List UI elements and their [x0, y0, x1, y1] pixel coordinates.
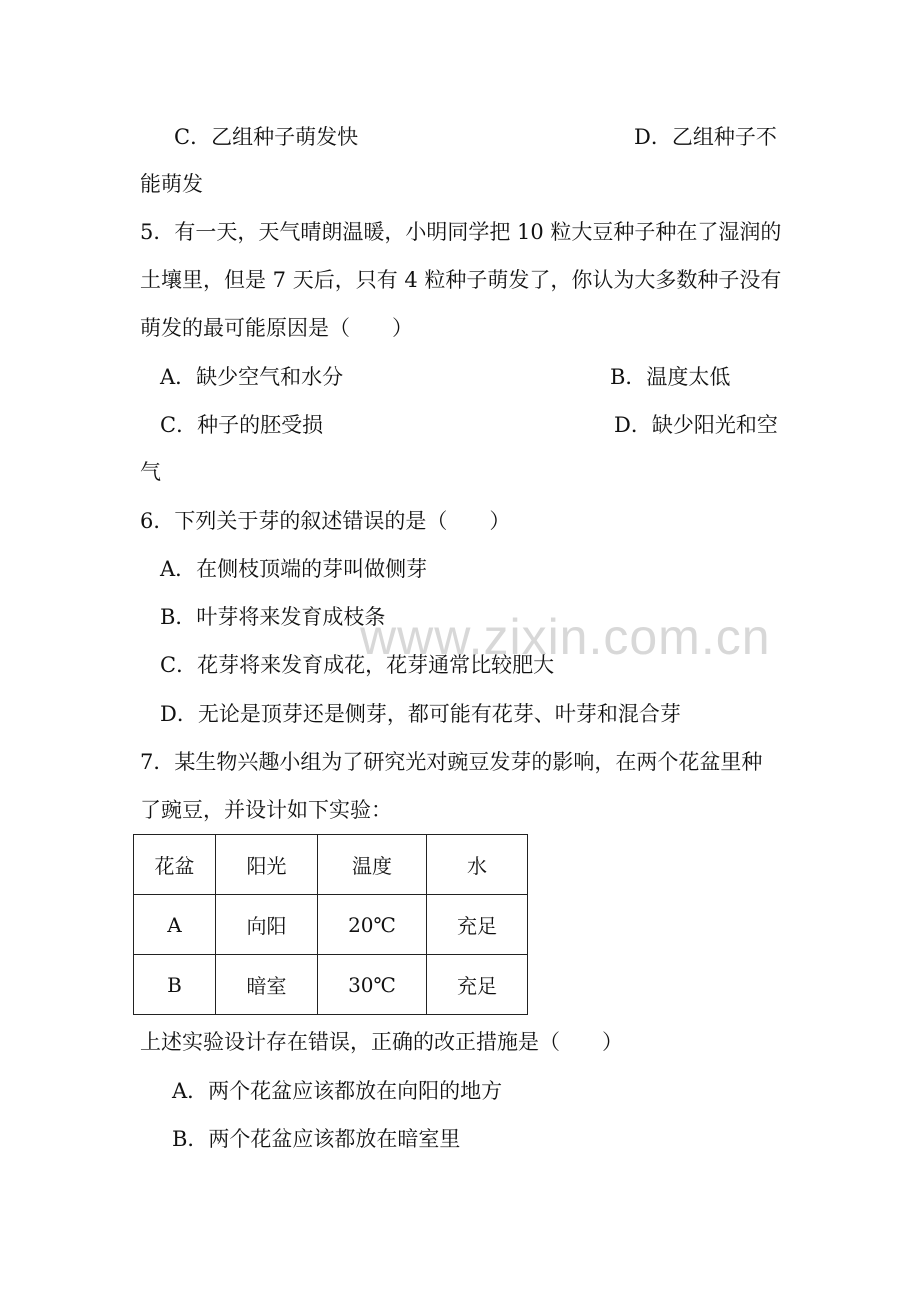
q7-line-1: 7．某生物兴趣小组为了研究光对豌豆发芽的影响，在两个花盆里种 [140, 750, 763, 774]
table-cell: 充足 [427, 955, 528, 1015]
table-header-cell: 花盆 [134, 835, 216, 895]
table-cell: B [134, 955, 216, 1015]
table-header-cell: 水 [427, 835, 528, 895]
q5-option-b: B．温度太低 [610, 365, 731, 389]
q6-option-b: B．叶芽将来发育成枝条 [160, 605, 386, 629]
table-header-cell: 阳光 [216, 835, 318, 895]
q5-line-3: 萌发的最可能原因是（ ） [140, 316, 413, 340]
table-row [134, 895, 528, 955]
q4-option-d-cont: 能萌发 [140, 172, 203, 196]
watermark: www.zixin.com.cn [360, 609, 771, 665]
table-cell: 暗室 [216, 955, 318, 1015]
experiment-table [133, 834, 528, 1015]
q6-option-a: A．在侧枝顶端的芽叫做侧芽 [160, 557, 428, 581]
q7-option-b: B．两个花盆应该都放在暗室里 [172, 1127, 461, 1151]
table-header-row [134, 835, 528, 895]
q5-option-d-cont: 气 [140, 460, 161, 484]
q7-option-a: A．两个花盆应该都放在向阳的地方 [172, 1079, 503, 1103]
q6-stem: 6．下列关于芽的叙述错误的是（ ） [140, 509, 511, 533]
q7-line-2: 了豌豆，并设计如下实验： [140, 798, 392, 822]
table-cell: A [134, 895, 216, 955]
q4-option-d: D．乙组种子不 [634, 125, 777, 149]
q6-option-c: C．花芽将来发育成花，花芽通常比较肥大 [160, 653, 555, 677]
q5-option-d: D．缺少阳光和空 [614, 413, 778, 437]
table-cell: 充足 [427, 895, 528, 955]
q5-line-2: 土壤里，但是 7 天后，只有 4 粒种子萌发了，你认为大多数种子没有 [140, 268, 782, 292]
table-row [134, 955, 528, 1015]
q5-line-1: 5．有一天，天气晴朗温暖，小明同学把 10 粒大豆种子种在了湿润的 [140, 220, 782, 244]
table-cell: 向阳 [216, 895, 318, 955]
q4-option-c: C．乙组种子萌发快 [174, 125, 359, 149]
q7-question: 上述实验设计存在错误，正确的改正措施是（ ） [140, 1030, 623, 1054]
q6-option-d: D．无论是顶芽还是侧芽，都可能有花芽、叶芽和混合芽 [160, 702, 681, 726]
q5-option-c: C．种子的胚受损 [160, 413, 324, 437]
table-header-cell: 温度 [318, 835, 427, 895]
table-cell: 30℃ [318, 955, 427, 1015]
q5-option-a: A．缺少空气和水分 [160, 365, 344, 389]
table-cell: 20℃ [318, 895, 427, 955]
